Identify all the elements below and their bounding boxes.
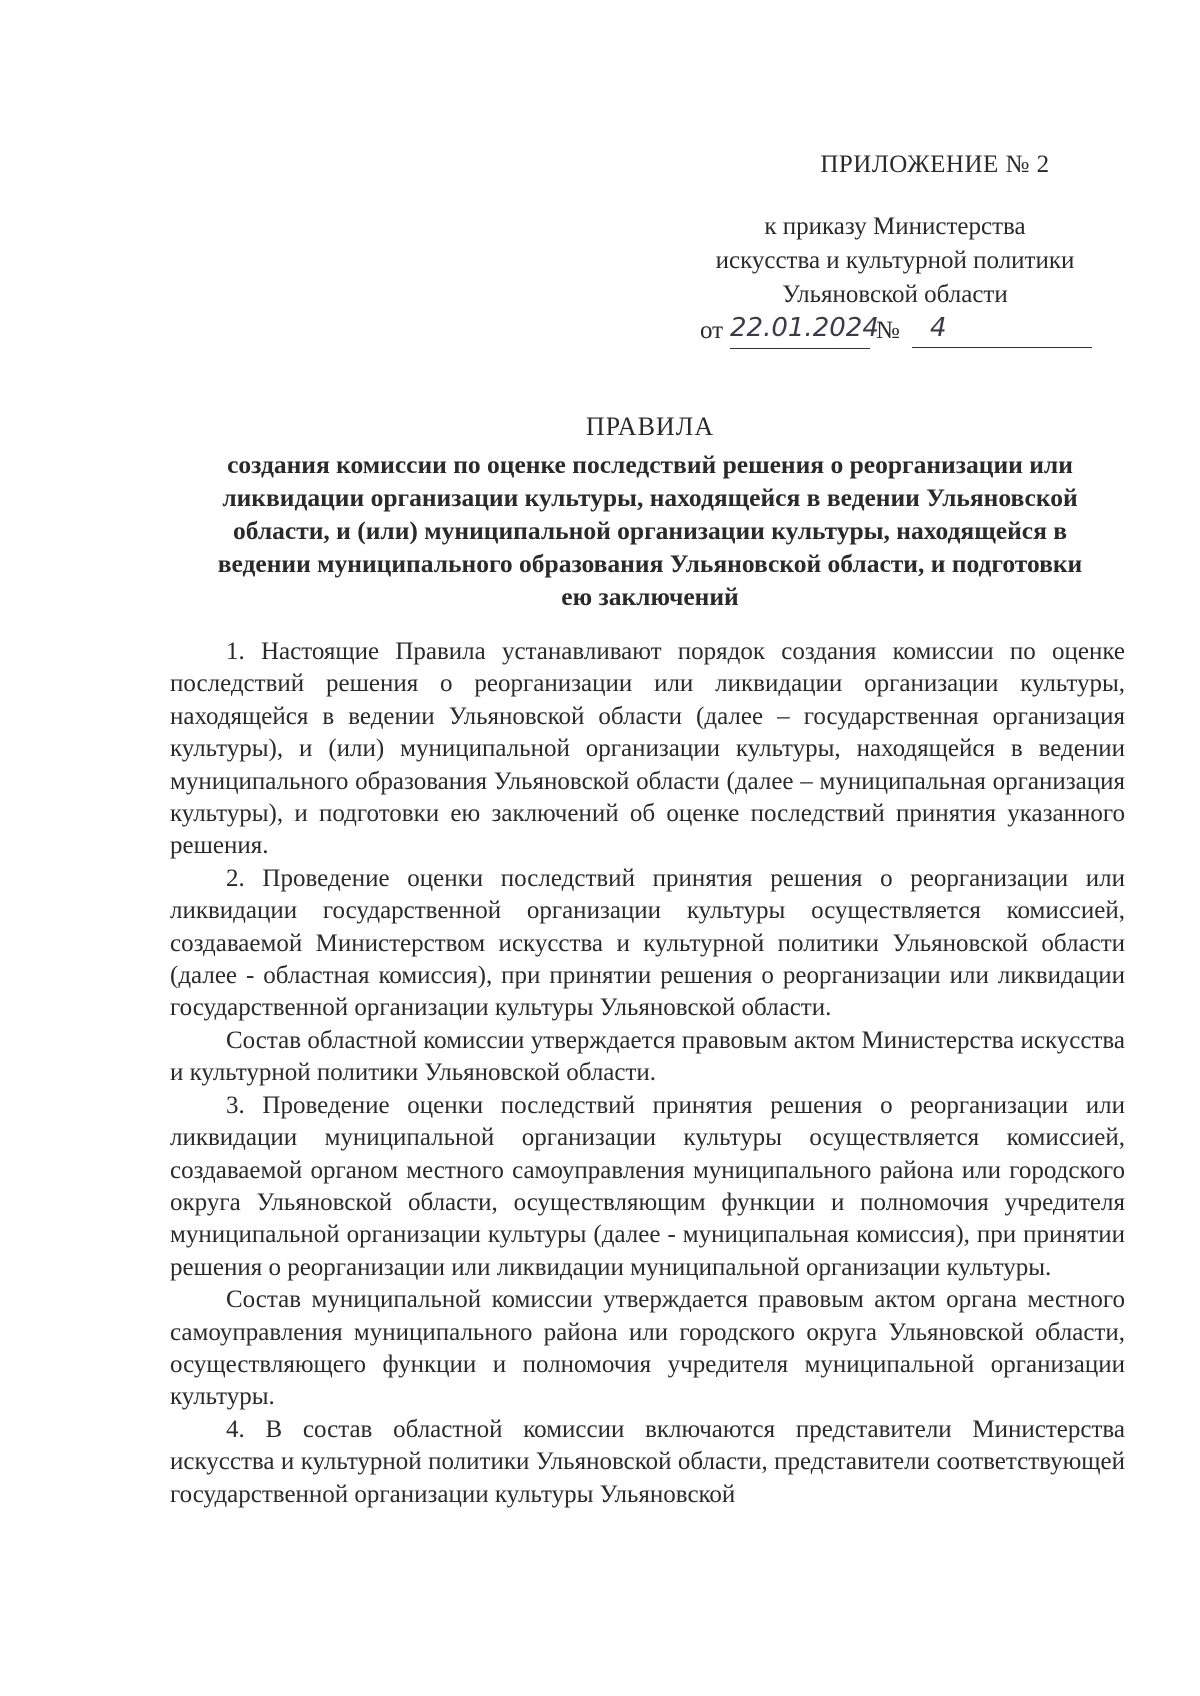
order-date-handwritten: 22.01.2024 <box>730 310 870 349</box>
order-number-handwritten: 4 <box>912 310 1092 348</box>
paragraph-2-composition: Состав областной комиссии утверждается правовым актом Министерства искусства и культурной политики Ульяновской области. <box>170 1026 1125 1087</box>
appendix-line-1: к приказу Министерства <box>764 213 1026 240</box>
paragraph-3: 3. Проведение оценки последствий принятия решения о реорганизации или ликвидации муниципальной организации культуры осуществляется комиссией, создаваемой органом местного самоуправления муниципального района или городского округа Ульяновской области, осуществляющим функции и полномочия учредителя муниципальной организации культуры (далее - муниципальная комиссия), при принятии решения о реорганизации или ликвидации муниципальной организации культуры. <box>170 1091 1125 1281</box>
paragraph-2: 2. Проведение оценки последствий принятия решения о реорганизации или ликвидации государственной организации культуры осуществляется комиссией, создаваемой Министерством искусства и культурной политики Ульяновской области (далее - областная комиссия), при принятии решения о реорганизации или ликвидации государственной организации культуры Ульяновской области. <box>170 864 1125 1022</box>
rules-title: ПРАВИЛА <box>585 412 715 441</box>
appendix-header <box>700 148 1090 352</box>
paragraph-1: 1. Настоящие Правила устанавливают порядок создания комиссии по оценке последствий решения о реорганизации или ликвидации организации культуры, находящейся в ведении Ульяновской области (далее – государственная организация культуры), и (или) муниципальной организации культуры, находящейся в ведении муниципального образования Ульяновской области (далее – муниципальная организация культуры), и подготовки ею заключений об оценке последствий принятия указанного решения. <box>170 638 1125 860</box>
appendix-title: ПРИЛОЖЕНИЕ № 2 <box>820 151 1050 178</box>
order-line <box>700 314 1090 352</box>
rules-subtitle: создания комиссии по оценке последствий решения о реорганизации или ликвидации организации культуры, находящейся в ведении Ульяновской области, и (или) муниципальной организации культуры, находящейся в ведении муниципального образования Ульяновской области, и подготовки ею заключений <box>217 450 1083 611</box>
paragraph-4: 4. В состав областной комиссии включаются представители Министерства искусства и культурной политики Ульяновской области, представители соответствующей государственной организации культуры Ульяновской <box>170 1415 1125 1508</box>
appendix-line-3: Ульяновской области <box>782 281 1008 308</box>
order-from-label: от <box>700 317 724 344</box>
paragraph-3-composition: Состав муниципальной комиссии утверждается правовым актом органа местного самоуправления муниципального района или городского округа Ульяновской области, осуществляющего функции и полномочия учредителя муниципальной организации культуры. <box>170 1286 1125 1411</box>
document-body <box>170 636 1125 1511</box>
order-number-label: № <box>876 317 900 344</box>
appendix-line-2: искусства и культурной политики <box>715 247 1075 274</box>
